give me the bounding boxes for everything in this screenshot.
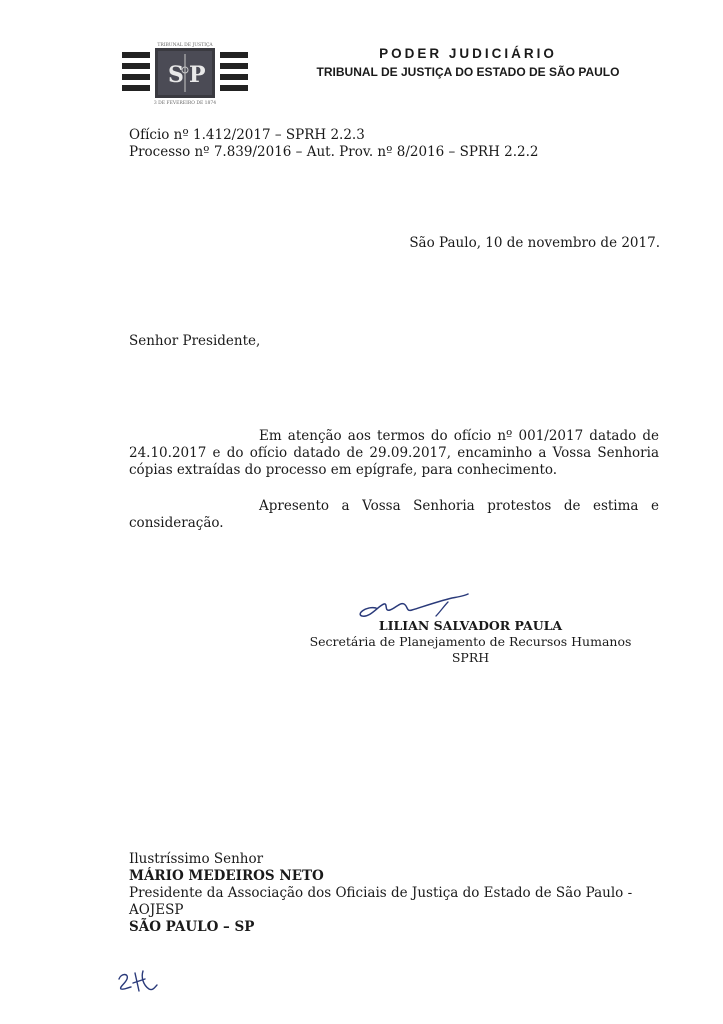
addressee-city: SÃO PAULO – SP xyxy=(129,919,255,935)
handwritten-page-number xyxy=(113,965,161,997)
svg-text:P: P xyxy=(189,62,206,88)
addressee-title: Ilustríssimo Senhor xyxy=(129,851,264,867)
svg-text:TRIBUNAL DE JUSTIÇA: TRIBUNAL DE JUSTIÇA xyxy=(157,43,213,48)
court-header-line2: TRIBUNAL DE JUSTIÇA DO ESTADO DE SÃO PAULO xyxy=(316,65,620,79)
signer-role: Secretária de Planejamento de Recursos Humanos xyxy=(309,634,632,649)
signer-name: LILIAN SALVADOR PAULA xyxy=(378,618,563,633)
addressee-block xyxy=(129,851,659,936)
addressee-acronym: AOJESP xyxy=(129,902,184,918)
court-header xyxy=(288,46,648,79)
court-seal-icon xyxy=(122,40,248,106)
svg-text:S: S xyxy=(168,62,184,88)
signer-unit: SPRH xyxy=(451,650,490,665)
body-paragraph-1: Em atenção aos termos do ofício nº 001/2017 datado de 24.10.2017 e do ofício datado de 29.09.2017, encaminho a Vossa Senhoria cópias extraídas do processo em epígrafe, para conhecimento. xyxy=(129,428,659,478)
body-paragraph-2: Apresento a Vossa Senhoria protestos de estima e consideração. xyxy=(129,498,659,531)
court-logo xyxy=(122,40,248,106)
svg-text:3 DE FEVEREIRO DE 1874: 3 DE FEVEREIRO DE 1874 xyxy=(153,101,217,106)
signature-block xyxy=(308,617,633,666)
court-header-line1: PODER JUDICIÁRIO xyxy=(379,46,557,61)
processo-number: Processo nº 7.839/2016 – Aut. Prov. nº 8/2016 – SPRH 2.2.2 xyxy=(129,144,539,160)
letter-body xyxy=(129,428,659,532)
reference-block xyxy=(129,127,629,161)
salutation: Senhor Presidente, xyxy=(129,333,261,349)
addressee-name: MÁRIO MEDEIROS NETO xyxy=(129,868,324,884)
addressee-position: Presidente da Associação dos Oficiais de Justiça do Estado de São Paulo - xyxy=(129,885,633,901)
oficio-number: Ofício nº 1.412/2017 – SPRH 2.2.3 xyxy=(129,127,365,143)
date-line: São Paulo, 10 de novembro de 2017. xyxy=(409,235,660,251)
